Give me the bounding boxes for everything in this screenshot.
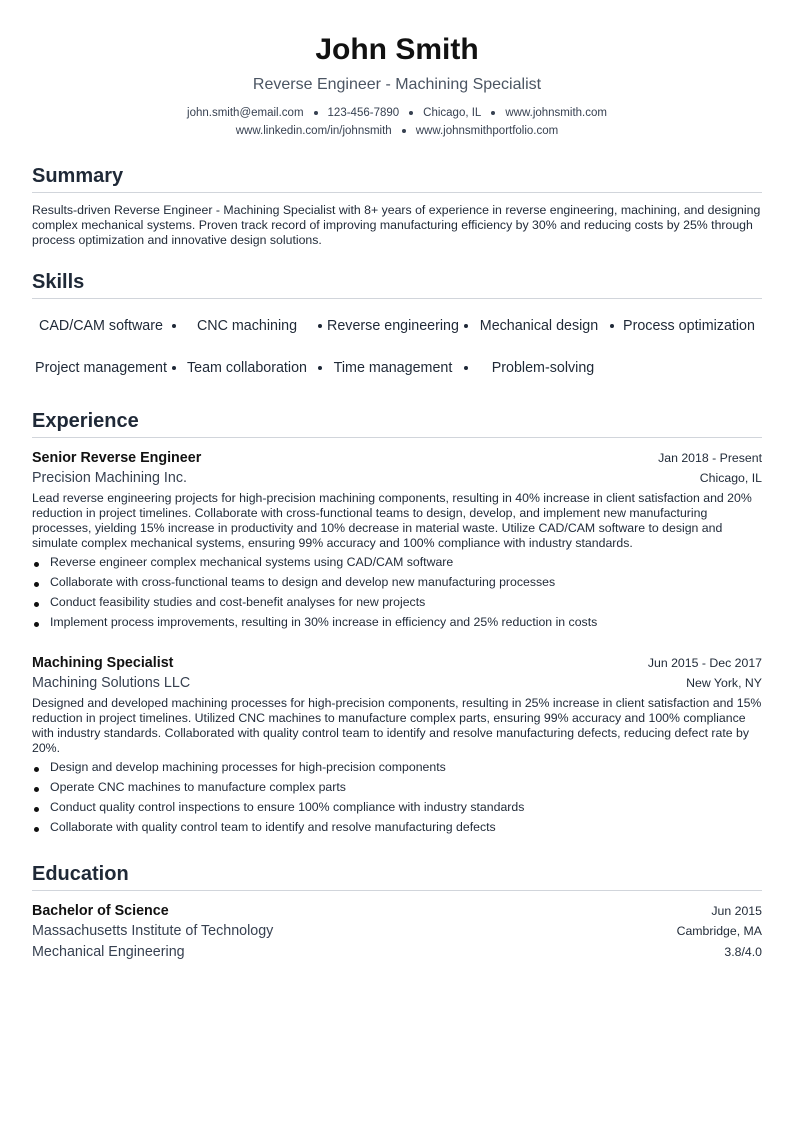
skills-section [32,270,762,387]
separator-dot [409,111,413,115]
bullet-text: Conduct feasibility studies and cost-benefit analyses for new projects [50,595,426,609]
skill-label: Mechanical design [479,317,599,334]
bullet-dot [34,622,39,627]
bullet-dot [34,562,39,567]
bullet-text: Conduct quality control inspections to ensure 100% compliance with industry standards [50,800,525,814]
job-description: Lead reverse engineering projects for high-precision machining components, resulting in 40% increase in client satisfaction and 20% reduction in project timelines. Collaborate with cross-functional teams to design, develop, and implement new manufacturing processes, yielding 15% increase in productivity and 10% decrease in material waste. Utilize CAD/CAM software to design and simulate complex mechanical systems, ensuring 99% accuracy and 100% compliance with industry standards. [32,491,752,550]
job-dates: Jun 2015 - Dec 2017 [647,656,762,670]
list-item [32,615,762,635]
job-company-row [32,673,762,694]
list-item [32,800,762,820]
skills-list [32,307,762,387]
bullet-dot [34,807,39,812]
skill-item [178,307,324,345]
separator-dot [314,111,318,115]
skill-item [324,307,470,345]
school-location: Cambridge, MA [676,924,762,938]
bullet-dot [34,602,39,607]
school-name: Massachusetts Institute of Technology [32,923,274,939]
bullet-text: Reverse engineer complex mechanical systems using CAD/CAM software [50,555,454,569]
major: Mechanical Engineering [32,944,185,960]
degree: Bachelor of Science [32,903,169,919]
skill-label: CAD/CAM software [39,317,163,334]
job-company: Precision Machining Inc. [32,470,187,486]
skill-label: Reverse engineering [327,317,459,334]
bullet-text: Design and develop machining processes for high-precision components [50,760,446,774]
contact-website[interactable]: www.johnsmith.com [505,107,607,119]
job-title: Senior Reverse Engineer [32,450,202,466]
skill-item [470,349,616,387]
job-dates: Jan 2018 - Present [658,451,762,465]
skill-label: Project management [35,359,167,376]
major-row [32,942,762,963]
education-heading: Education [32,862,762,891]
skills-heading: Skills [32,270,762,299]
bullet-dot [610,324,614,328]
job-entry [32,653,762,840]
bullet-dot [34,787,39,792]
contact-linkedin[interactable]: www.linkedin.com/in/johnsmith [235,125,392,137]
bullet-text: Collaborate with cross-functional teams to design and develop new manufacturing processes [50,575,556,589]
bullet-dot [318,324,322,328]
list-item [32,595,762,615]
separator-dot [402,129,406,133]
list-item [32,820,762,840]
job-description: Designed and developed machining processes for high-precision components, resulting in 25% increase in client satisfaction and 15% reduction in project timelines. Utilized CNC machines to manufacture complex parts, ensuring 99% accuracy and 100% compliance with industry standards. Collaborated with quality control team to identify and resolve manufacturing defects, reducing defect rate by 20%. [32,696,762,755]
bullet-dot [318,366,322,370]
contact-phone: 123-456-7890 [327,107,400,119]
skill-label: Team collaboration [186,359,307,376]
job-bullets [32,555,762,635]
bullet-dot [172,324,176,328]
job-entry [32,448,762,635]
job-location: Chicago, IL [699,471,762,485]
experience-heading: Experience [32,409,762,438]
graduation-date: Jun 2015 [711,904,762,918]
job-company: Machining Solutions LLC [32,675,191,691]
summary-section [32,164,762,248]
separator-dot [491,111,495,115]
skill-label: Process optimization [623,317,755,334]
list-item [32,760,762,780]
school-row [32,921,762,942]
job-header-row [32,653,762,673]
candidate-title: Reverse Engineer - Machining Specialist [252,76,542,93]
job-company-row [32,468,762,489]
candidate-name: John Smith [315,33,479,66]
experience-section [32,409,762,840]
skill-item [470,307,616,345]
job-header-row [32,448,762,468]
list-item [32,780,762,800]
education-section [32,862,762,963]
summary-heading: Summary [32,164,762,193]
list-item [32,575,762,595]
skill-label: CNC machining [196,317,298,334]
education-entry [32,901,762,963]
contact-line-1 [32,104,762,122]
bullet-text: Operate CNC machines to manufacture complex parts [50,780,346,794]
job-bullets [32,760,762,840]
job-location: New York, NY [686,676,762,690]
skill-label: Problem-solving [491,359,595,376]
bullet-dot [34,767,39,772]
list-item [32,555,762,575]
bullet-dot [172,366,176,370]
skill-item [324,349,470,387]
skill-item [616,307,762,345]
bullet-dot [464,324,468,328]
summary-text: Results-driven Reverse Engineer - Machining Specialist with 8+ years of experience in reverse engineering, machining, and designing complex mechanical systems. Proven track record of improving manufacturing efficiency by 30% and reducing costs by 25% through process optimization and innovative design solutions. [32,203,761,247]
resume-header [32,0,762,140]
contact-location: Chicago, IL [423,107,482,119]
job-title: Machining Specialist [32,655,174,671]
bullet-text: Implement process improvements, resulting in 30% increase in efficiency and 25% reduction in costs [50,615,598,629]
skill-item [32,307,178,345]
contact-email[interactable]: john.smith@email.com [187,107,304,119]
skill-label: Time management [333,359,453,376]
degree-row [32,901,762,921]
bullet-dot [34,582,39,587]
gpa: 3.8/4.0 [724,945,762,959]
bullet-dot [464,366,468,370]
skill-item [32,349,178,387]
skill-item [178,349,324,387]
bullet-dot [34,827,39,832]
contact-portfolio[interactable]: www.johnsmithportfolio.com [415,125,559,137]
bullet-text: Collaborate with quality control team to identify and resolve manufacturing defects [50,820,496,834]
contact-line-2 [32,122,762,140]
